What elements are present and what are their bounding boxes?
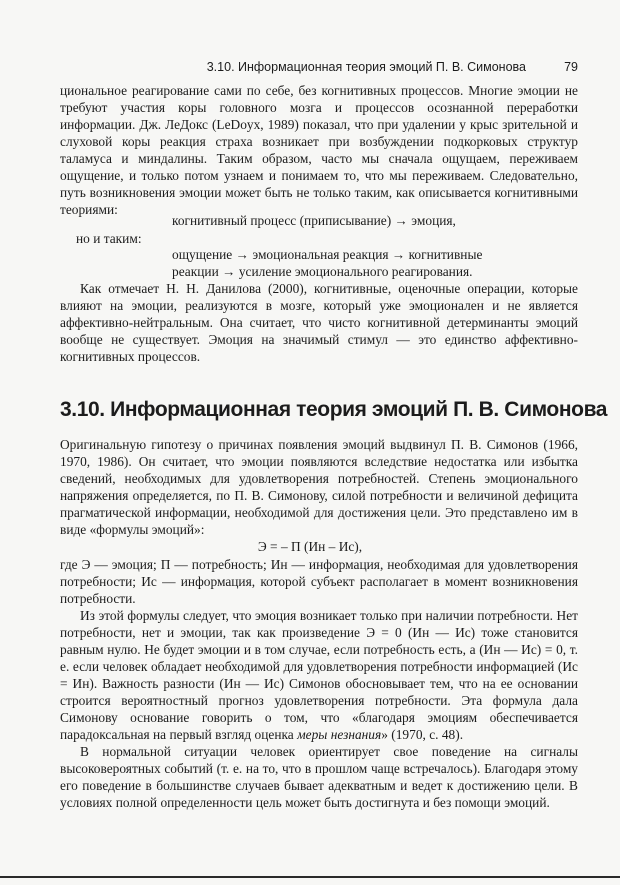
intro-paragraph-1-block	[60, 82, 578, 218]
intro-paragraph-2: Как отмечает Н. Н. Данилова (2000), когнитивные, оценочные операции, которые влияют на эмоции, реализуются в мозге, который уже эмоционален и не является аффективно-нейтральным. Она считает, что чисто когнитивной детерминанты эмоций вообще не существует. Эмоция на значимый стимул — это единство аффективно-когнитивных процессов.	[60, 281, 578, 364]
intro-paragraph-2-block	[60, 280, 578, 365]
formula-sensation-line-2: реакции → усиление эмоционального реагирования.	[172, 264, 473, 279]
running-head	[60, 60, 578, 78]
section-paragraph-4: В нормальной ситуации человек ориентирует свое поведение на сигналы высоковероятных событий (т. е. на то, что в прошлом чаще встречалось). Благодаря этому его поведение в большинстве случаев бывает адекватным и ведет к достижению цели. В условиях полной определенности цель может быть достигнута и без помощи эмоций.	[60, 744, 578, 810]
section-heading: 3.10. Информационная теория эмоций П. В. Симонова	[60, 398, 608, 421]
running-head-title: 3.10. Информационная теория эмоций П. В. Симонова	[206, 60, 526, 74]
section-paragraph-3-tail: » (1970, с. 48).	[381, 727, 464, 742]
section-paragraph-1-block	[60, 436, 578, 538]
section-paragraph-1: Оригинальную гипотезу о причинах появления эмоций выдвинул П. В. Симонов (1966, 1970, 1986). Он считает, что эмоции появляются вследствие недостатка или избытка сведений, необходимых для удовлетворения потребностей. Степень эмоционального напряжения определяется, по П. В. Симонову, силой потребности и величиной дефицита прагматической информации, необходимой для достижения цели. Это представлено им в виде «формулы эмоций»:	[60, 437, 578, 537]
section-paragraph-3-emphasis: меры незнания	[297, 727, 382, 742]
section-paragraph-3	[60, 607, 578, 743]
page-number: 79	[564, 60, 578, 74]
emotion-formula: Э = – П (Ин – Ис),	[257, 539, 363, 554]
page-bottom-rule	[0, 876, 620, 878]
formula-cognitive: когнитивный процесс (приписывание) → эмоция,	[172, 213, 456, 228]
intro-paragraph-1: циональное реагирование сами по себе, без когнитивных процессов. Многие эмоции не требуют участия коры головного мозга и процессов осознанной переработки информации. Дж. ЛеДокс (LeDoyx, 1989) показал, что при удалении у крыс зрительной и слуховой коры реакция страха возникает при возбуждении подкорковых структур таламуса и миндалины. Таким образом, часто мы сначала ощущаем, переживаем ощущение, и только потом узнаем и понимаем то, что мы переживаем. Следовательно, путь возникновения эмоции может быть не только таким, как описывается когнитивными теориями:	[60, 83, 578, 217]
section-paragraph-2: где Э — эмоция; П — потребность; Ин — информация, необходимая для удовлетворения потребности; Ис — информация, которой субъект располагает в момент возникновения потребности.	[60, 557, 578, 606]
section-paragraph-3-main: Из этой формулы следует, что эмоция возникает только при наличии потребности. Нет потребности, нет и эмоции, так как произведение Э = 0 (Ин — Ис) тоже становится равным нулю. Не будет эмоции и в том случае, если потребность есть, а (Ин — Ис) = 0, т. е. если человек обладает необходимой для удовлетворения потребности информацией (Ис = Ин). Важность разности (Ин — Ис) Симонов обосновывает тем, что на ее основании строится вероятностный прогноз удовлетворения потребности. Эта формула дала Симонову основание говорить о том, что «благодаря эмоциям обеспечивается парадоксальная на первый взгляд оценка	[60, 608, 578, 742]
formula-sensation-line-1: ощущение → эмоциональная реакция → когнитивные	[172, 247, 483, 262]
and-text: но и таким:	[76, 231, 142, 246]
section-body-block	[60, 556, 578, 811]
